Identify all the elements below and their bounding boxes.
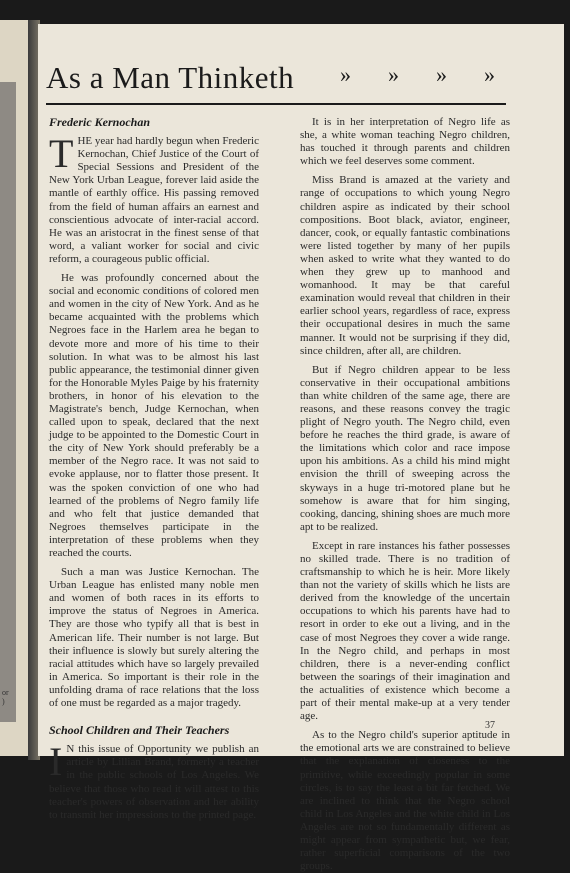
paragraph: THE year had hardly begun when Frederic Kernochan, Chief Justice of the Court of Special Sessions and President of the New York Urban League, forever laid aside the mantle of earthly office. His passing removed from the field of human affairs an earnest and conscientious advocate of inter-racial accord. He was an aristocrat in the finest sense of that word, a valiant worker for social and civic reform, a courageous public official. bbox=[49, 131, 259, 265]
chevron-ornament: » bbox=[340, 62, 350, 87]
facing-page-photo bbox=[0, 82, 16, 722]
facing-page-fragment: ) bbox=[2, 697, 5, 706]
title-chevrons bbox=[340, 62, 494, 88]
title-rule bbox=[46, 103, 506, 105]
chevron-ornament: » bbox=[484, 62, 494, 87]
paragraph: Such a man was Justice Kernochan. The Urban League has enlisted many noble men and women of both races in its efforts to improve the status of Negroes in America. They are those who typify all that is best in American life. Their number is not large. But their influence is slowly but surely altering the racial attitudes which have so largely prevailed in America. So important is their role in the unfolding drama of race relations that the loss of one must be regarded as a major tragedy. bbox=[49, 566, 259, 710]
section-heading: School Children and Their Teachers bbox=[49, 723, 230, 738]
page-number: 37 bbox=[485, 720, 495, 731]
paragraph: He was profoundly concerned about the social and economic conditions of colored men and women in the city of New York. And as he became acquainted with the problems which Negroes face in the Harlem area he began to devote more and more of his time to their solution. In what was to be almost his last public appearance, the testimonial dinner given for the Honorable Myles Paige by his fraternity brothers, in honor of his elevation to the Magistrate's bench, Judge Kernochan, when called upon to speak, declared that the next judge to be appointed to the Domestic Court in the city of New York should preferably be a member of the Negro race. It was not said to evoke applause, nor to flatter those present. It was the spoken conviction of one who had learned of the problems of Negro family life and who felt that justice demanded that Negroes themselves participate in the interpretation of these problems when they reached the courts. bbox=[49, 272, 259, 559]
page-title: As a Man Thinketh bbox=[46, 60, 295, 95]
paragraph: It is in her interpretation of Negro life as she, a white woman teaching Negro children, has touched it through parents and children which we feel deserves some comment. bbox=[300, 116, 510, 168]
paragraph: Except in rare instances his father possesses no skilled trade. There is no tradition of craftsmanship to which he is heir. More likely than not the variety of skills which he lists are derived from the knowledge of the uncertain occupations to which his parents have had to resort in order to eke out a living, and in the case of most Negroes they cover a wide range. In the Negro child, and perhaps in most children, there is a never-ending conflict between the soarings of their imagination and the actualities of existence which become a part of their mental make-up at a very tender age. bbox=[300, 539, 510, 723]
paragraph: But if Negro children appear to be less conservative in their occupational ambitions than white children of the same age, there are reasons, and these reasons convey the tragic plight of Negro youth. The Negro child, even before he reaches the third grade, is aware of the limitations which color and race impose upon his ambitions. As a child his mind might envision the thrill of sweeping across the skyways in a huge tri-motored plane but he somehow is aware that for him singing, cooking, dancing, shining shoes are much more apt to be realized. bbox=[300, 363, 510, 533]
chevron-ornament: » bbox=[436, 62, 446, 87]
paragraph: As to the Negro child's superior aptitude in the emotional arts we are constrained to believe that the explanation of closeness to the primitive, while exceedingly popular in some circles, is to say the least a bit far fetched. We are inclined to think that the Negro school child in Los Angeles and the white child in Los Angeles are not so fundamentally different as might appear from sympathetic but, we fear, rather superficial comparisons of the two groups. bbox=[300, 729, 510, 873]
section-heading: Frederic Kernochan bbox=[49, 115, 151, 129]
left-column bbox=[49, 116, 259, 822]
paragraph: Miss Brand is amazed at the variety and range of occupations to which young Negro children aspire as indicated by their school compositions. Boot black, aviator, engineer, dancer, cook, or equally fantastic combinations were listed together by many of her pupils when asked to write what they wanted to do when they grew up to manhood and womanhood. It may be that careful examination would reveal that children in their earlier school years, regardless of race, express their occupational desires in much the same manner. It would not be surprising if they did, since children, after all, are children. bbox=[300, 174, 510, 357]
right-column bbox=[300, 116, 510, 873]
paragraph: IN this issue of Opportunity we publish an article by Lillian Brand, formerly a teacher in the public schools of Los Angeles. We believe that those who read it will attest to this teacher's powers of observation and her ability to transmit her impressions to the printed page. bbox=[49, 739, 259, 821]
chevron-ornament: » bbox=[388, 62, 398, 87]
facing-page-fragment: or bbox=[2, 688, 9, 697]
